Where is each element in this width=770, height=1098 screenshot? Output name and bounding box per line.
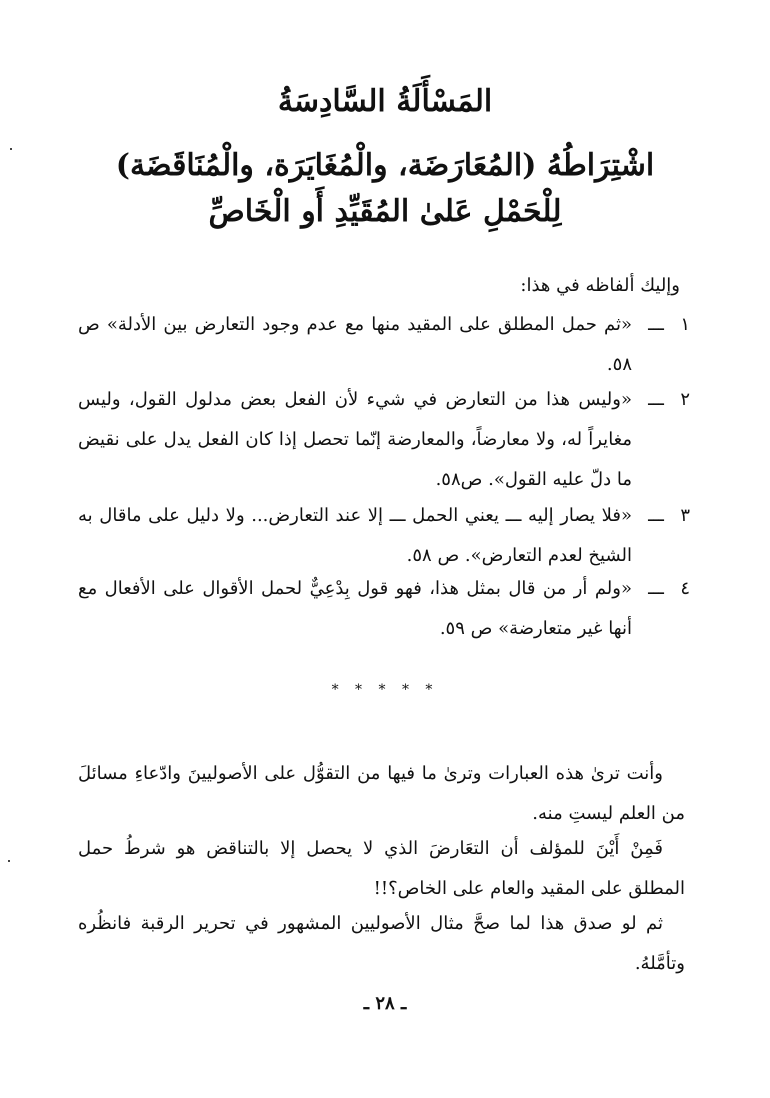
- item-number: ٢: [680, 389, 690, 410]
- item-dash: ـــ: [648, 389, 664, 410]
- item-number: ٣: [680, 505, 690, 526]
- item-dash: ـــ: [648, 578, 664, 599]
- item-text: «وليس هذا من التعارض في شيء لأن الفعل بعض مدلول القول، وليس مغايراً له، ولا معارضاً، والمعارضة إنّما تحصل إذا كان الفعل يدل على نقيض ما دلّ عليه القول». ص٥٨.: [78, 389, 632, 490]
- paragraph: وأنت ترىٰ هذه العبارات وترىٰ ما فيها من التقوُّل على الأصوليينَ وادّعاءِ مسائلَ من العلم ليستِ منه.: [78, 763, 685, 824]
- item-number: ٤: [680, 578, 690, 599]
- list-item: [78, 305, 690, 385]
- item-dash: ـــ: [648, 505, 664, 526]
- item-text: «ثم حمل المطلق على المقيد منها مع عدم وجود التعارض بين الأدلة» ص ٥٨.: [78, 314, 632, 375]
- scan-mark: [10, 148, 12, 150]
- chapter-subtitle-line1: اشْتِرَاطُهُ (المُعَارَضَة، والْمُغَايَرَة، والْمُنَاقَضَة): [115, 148, 655, 183]
- intro-line: وإليك ألفاظه في هذا:: [520, 275, 680, 296]
- section-separator: * * * * *: [331, 682, 439, 698]
- list-item: [78, 380, 690, 500]
- list-item: [78, 569, 690, 649]
- chapter-title: المَسْأَلَةُ السَّادِسَةُ: [277, 84, 493, 119]
- paragraph: ثم لو صدق هذا لما صحَّ مثال الأصوليين المشهور في تحرير الرقبة فانظُره وتأمَّلهُ.: [78, 913, 685, 974]
- chapter-subtitle-line2: لِلْحَمْلِ عَلىٰ المُقَيِّدِ أَو الْخَاصِّ: [208, 194, 562, 229]
- item-text: «ولم أر من قال بمثل هذا، فهو قول بِدْعِيٌّ لحمل الأقوال على الأفعال مع أنها غير متعارضة» ص ٥٩.: [78, 578, 632, 639]
- scan-mark: [8, 860, 10, 862]
- item-number: ١: [680, 314, 690, 335]
- item-dash: ـــ: [648, 314, 664, 335]
- paragraph: فَمِنْ أَيْنَ للمؤلف أن التعَارضَ الذي لا يحصل إلا بالتناقض هو شرطُ حمل المطلق على المقيد والعام على الخاص؟!!: [78, 838, 685, 899]
- item-text: «فلا يصار إليه ـــ يعني الحمل ـــ إلا عند التعارض... ولا دليل على ماقال به الشيخ لعدم التعارض». ص ٥٨.: [78, 505, 632, 566]
- list-item: [78, 496, 690, 576]
- page-number: ـ ٢٨ ـ: [363, 993, 407, 1014]
